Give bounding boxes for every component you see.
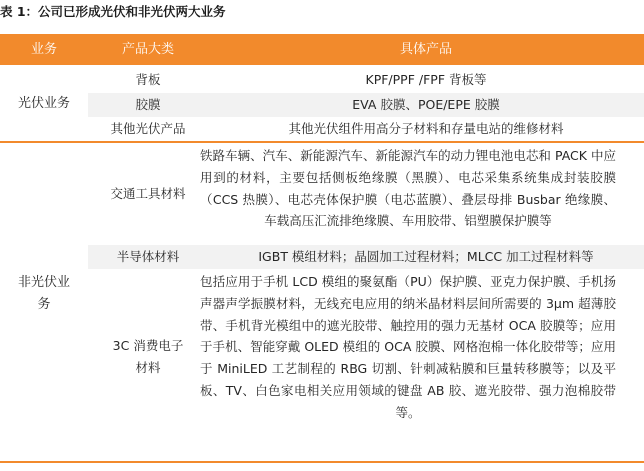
row-category: 半导体材料 — [116, 249, 180, 264]
row-products: 包括应用于手机 LCD 模组的聚氨酯（PU）保护膜、亚克力保护膜、手机扬声器声学振膜材料，无线充电应用的纳米晶材料层间所需要的 3μm 超薄胶带、手机背光模组中的遮光胶带、触控用的强力无基材 OCA 胶膜等；应用于手机、智能穿戴 OLED 模组的 OCA 胶膜、网格泡棉一体化胶带等；应用于 MiniLED 工艺制程的 RBG 切割、针刺减粘膜和巨量转移膜等；以及平板、TV、白色家电相关应用领域的键盘 AB 胶、遮光胶带、强力泡棉胶带等。 — [200, 274, 616, 420]
row-category: 3C 消费电子材料 — [112, 338, 184, 375]
row-products: 其他光伏组件用高分子材料和存量电站的维修材料 — [288, 121, 564, 136]
table-bottom-border — [0, 461, 644, 463]
table-caption: 表 1：公司已形成光伏和非光伏两大业务 — [0, 4, 226, 19]
row-category: 其他光伏产品 — [110, 121, 186, 136]
table-header — [0, 34, 644, 65]
row-products: IGBT 模组材料；晶圆加工过程材料；MLCC 加工过程材料等 — [258, 249, 594, 264]
row-category: 交通工具材料 — [110, 186, 186, 201]
group-label-non-pv: 非光伏业务 — [17, 275, 70, 312]
group-divider — [0, 141, 644, 143]
row-products: EVA 胶膜、POE/EPE 胶膜 — [352, 97, 500, 112]
row-products: KPF/PPF /FPF 背板等 — [365, 72, 487, 87]
row-category: 背板 — [135, 72, 161, 87]
header-category: 产品大类 — [121, 42, 174, 57]
group-label-pv: 光伏业务 — [17, 96, 70, 111]
row-products: 铁路车辆、汽车、新能源汽车、新能源汽车的动力锂电池电芯和 PACK 中应用到的材料，主要包括侧板绝缘膜（黑膜）、电芯采集系统集成封装胶膜（CCS 热膜）、电芯壳体保护膜（电芯蓝膜）、叠层母排 Busbar 绝缘膜、车载高压汇流排绝缘膜、车用胶带、铝塑膜保护膜等 — [200, 148, 616, 229]
header-products: 具体产品 — [399, 42, 452, 57]
header-business: 业务 — [30, 42, 57, 57]
row-category: 胶膜 — [135, 97, 161, 112]
